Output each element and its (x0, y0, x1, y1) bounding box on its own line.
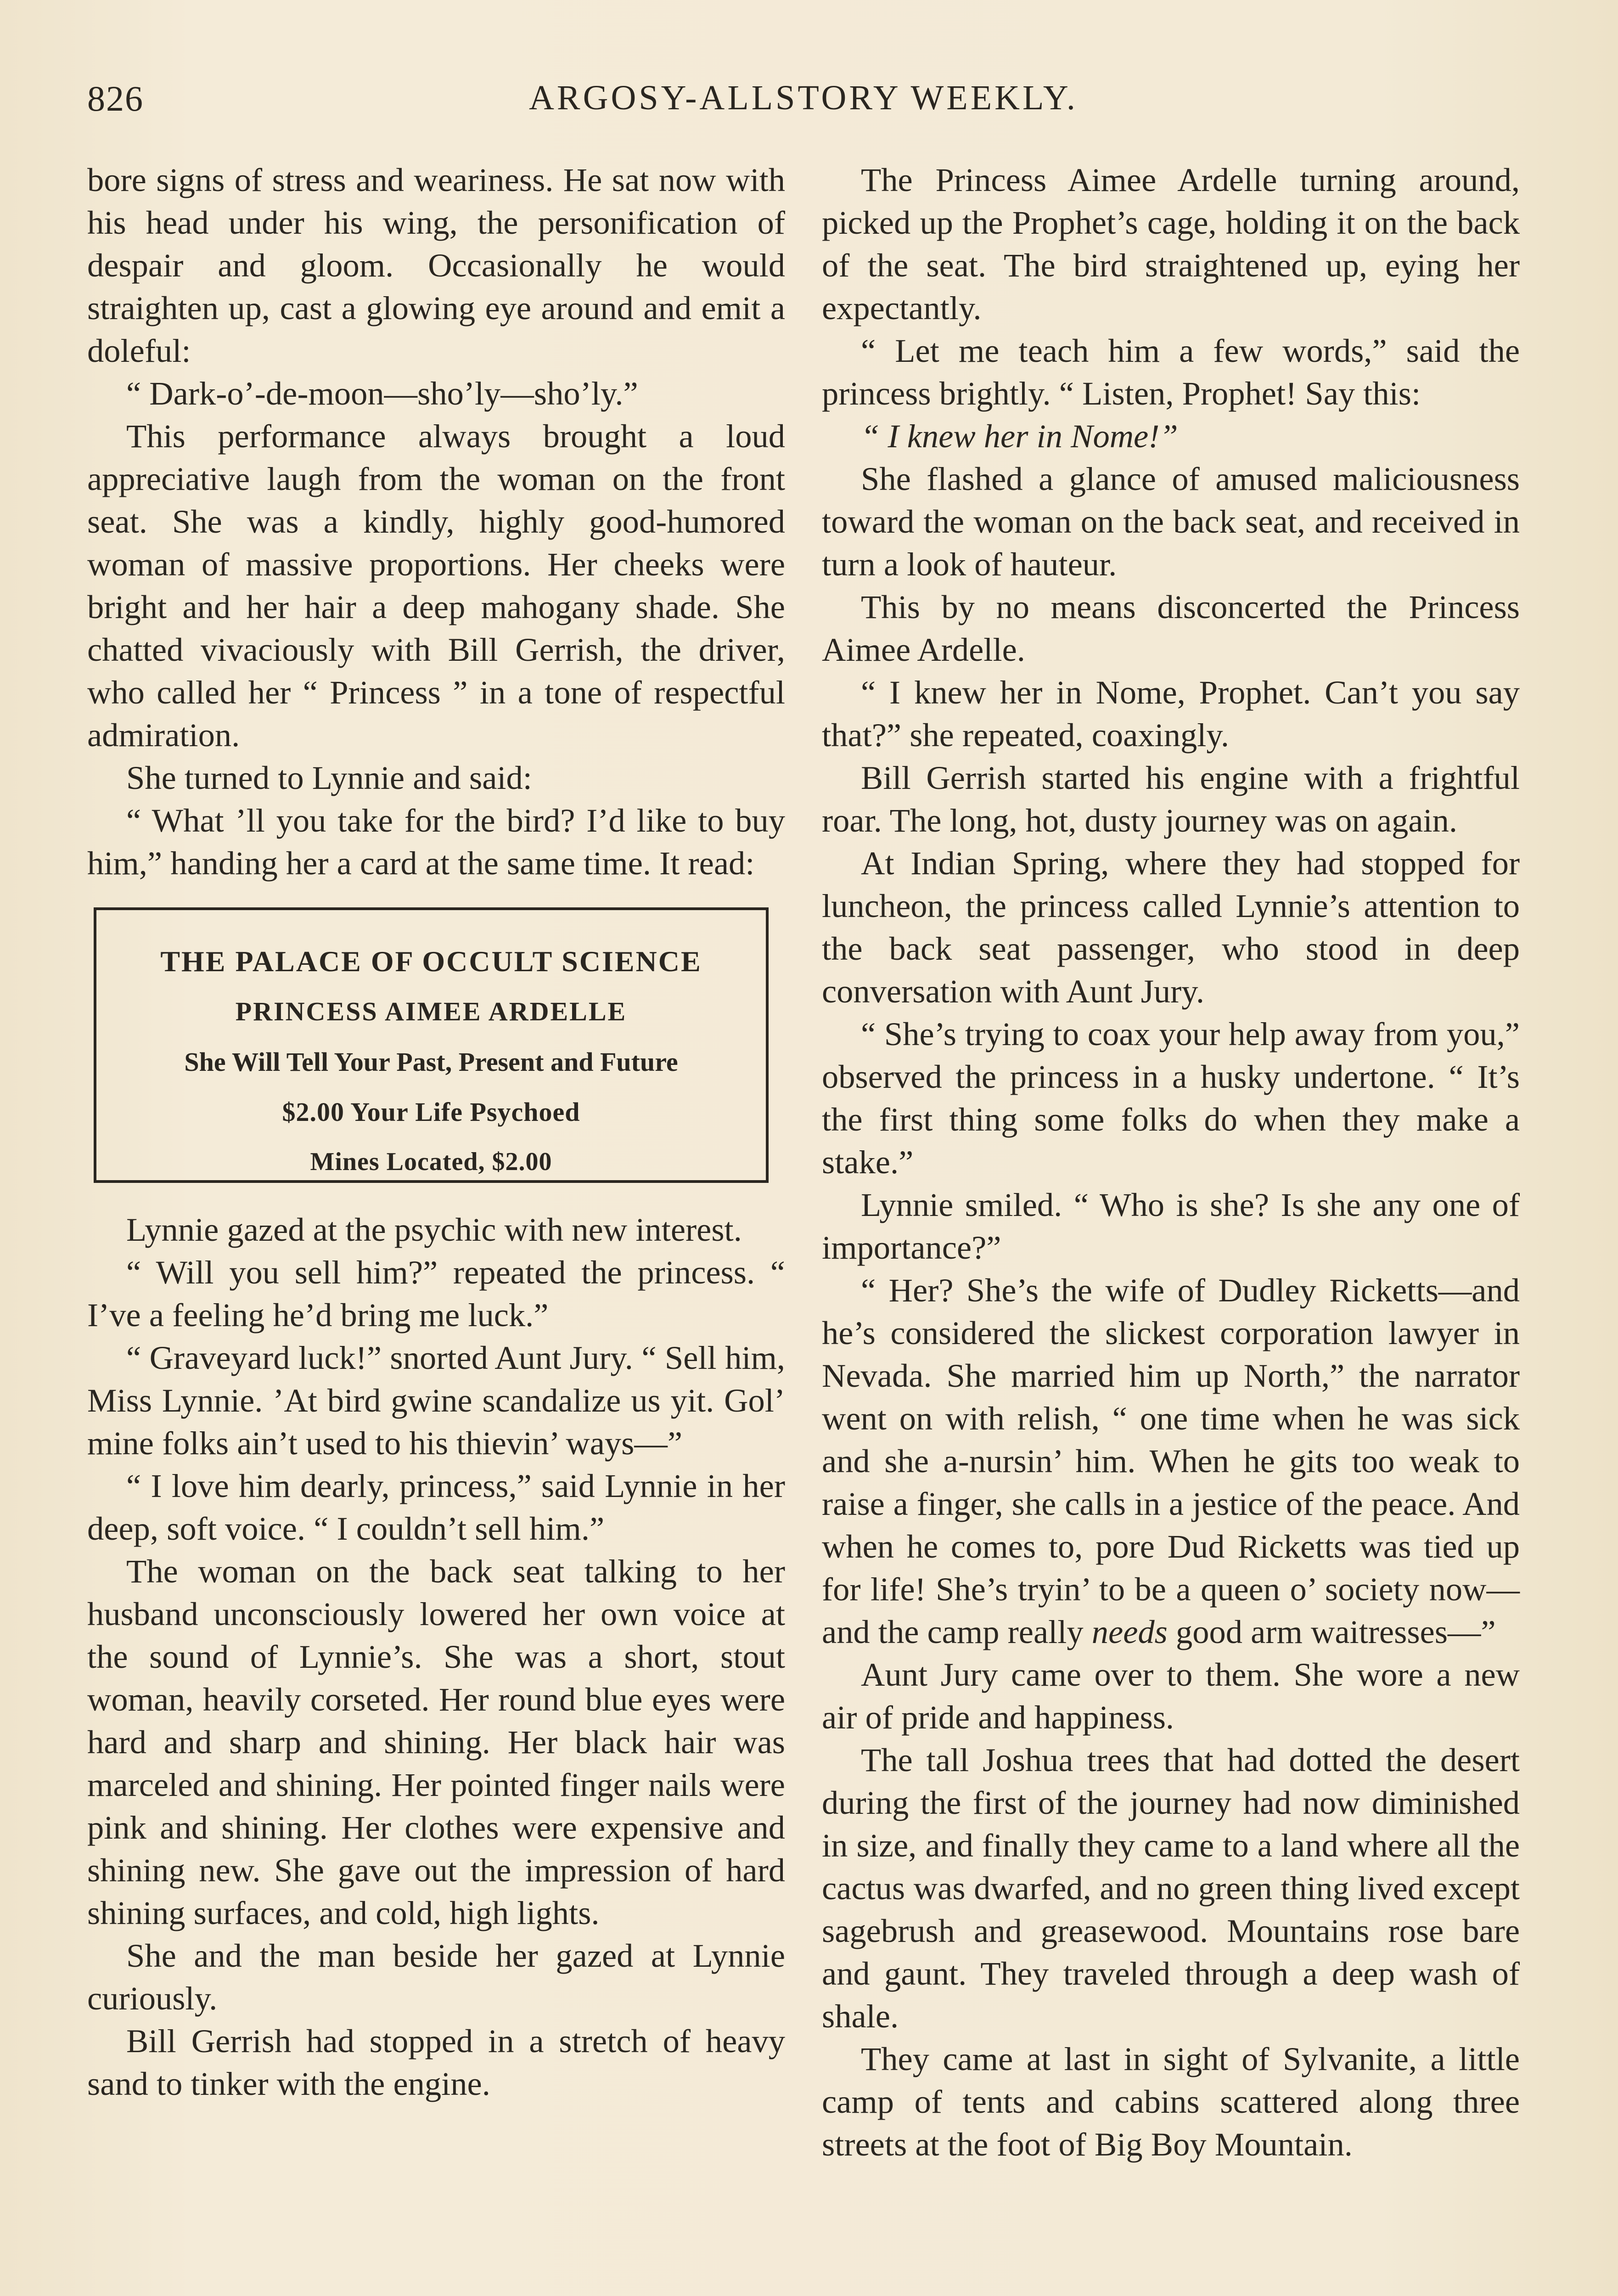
paragraph: “ Graveyard luck!” snorted Aunt Jury. “ Sell him, Miss Lynnie. ’At bird gwine scandalize us yit. Gol’ mine folks ain’t used to his thievin’ ways—” (87, 1339, 785, 1462)
right-column (822, 158, 1520, 2166)
page-number: 826 (87, 79, 144, 118)
paragraph: Aunt Jury came over to them. She wore a new air of pride and happiness. (822, 1656, 1520, 1736)
page-header (87, 78, 1520, 129)
left-column (87, 158, 785, 2105)
paragraph: bore signs of stress and weariness. He sat now with his head under his wing, the personification of despair and gloom. Occasionally he would straighten up, cast a glowing eye around and emit a doleful: (87, 161, 785, 369)
paragraph: “ Let me teach him a few words,” said the princess brightly. “ Listen, Prophet! Say this: (822, 332, 1520, 412)
paragraph (822, 1269, 1520, 1653)
text-run: “ Her? She’s the wife of Dudley Ricketts—and he’s considered the slickest corporation lawyer in Nevada. She married him up North,” the narrator went on with relish, “ one time when he was sick and she a-nursin’ him. When he gits too weak to raise a finger, she calls in a jestice of the peace. And when he comes to, pore Dud Ricketts was tied up for life! She’s tryin’ to be a queen o’ society now—and the camp really (822, 1272, 1520, 1650)
card-name: PRINCESS AIMEE ARDELLE (235, 996, 627, 1026)
paragraph: Lynnie gazed at the psychic with new interest. (126, 1211, 742, 1248)
running-title: ARGOSY-ALLSTORY WEEKLY. (529, 79, 1078, 117)
paragraph: They came at last in sight of Sylvanite, a little camp of tents and cabins scattered along three streets at the foot of Big Boy Mountain. (822, 2040, 1520, 2163)
paragraph: The Princess Aimee Ardelle turning around, picked up the Prophet’s cage, holding it on the back of the seat. The bird straightened up, eying her expectantly. (822, 161, 1520, 326)
paragraph: “ Will you sell him?” repeated the princess. “ I’ve a feeling he’d bring me luck.” (87, 1254, 785, 1334)
paragraph: She and the man beside her gazed at Lynnie curiously. (87, 1937, 785, 2017)
paragraph: The tall Joshua trees that had dotted the desert during the first of the journey had now diminished in size, and finally they came to a land where all the cactus was dwarfed, and no green thing lived except sagebrush and greasewood. Mountains rose bare and gaunt. They traveled through a deep wash of shale. (822, 1741, 1520, 2035)
paragraph: This by no means disconcerted the Princess Aimee Ardelle. (822, 588, 1520, 668)
business-card (94, 907, 769, 1183)
paragraph: Bill Gerrish started his engine with a frightful roar. The long, hot, dusty journey was on again. (822, 759, 1520, 839)
paragraph: “ I knew her in Nome, Prophet. Can’t you say that?” she repeated, coaxingly. (822, 674, 1520, 754)
paragraph-italic: “ I knew her in Nome!” (861, 417, 1178, 455)
emphasis-needs: needs (1091, 1613, 1168, 1650)
paragraph: The woman on the back seat talking to her husband unconsciously lowered her own voice at the sound of Lynnie’s. She was a short, stout woman, heavily corseted. Her round blue eyes were hard and sharp and shining. Her black hair was marceled and shining. Her pointed finger nails were pink and shining. Her clothes were expensive and shining new. She gave out the impression of hard shining surfaces, and cold, high lights. (87, 1553, 785, 1931)
paragraph: She turned to Lynnie and said: (126, 759, 532, 796)
card-price-psychoed: $2.00 Your Life Psychoed (282, 1097, 580, 1127)
paragraph: She flashed a glance of amused maliciousness toward the woman on the back seat, and received in turn a look of hauteur. (822, 460, 1520, 583)
paragraph: “ Dark-o’-de-moon—sho’ly—sho’ly.” (126, 375, 638, 412)
card-title: THE PALACE OF OCCULT SCIENCE (160, 945, 702, 978)
paragraph: Lynnie smiled. “ Who is she? Is she any one of importance?” (822, 1186, 1520, 1266)
paragraph: “ She’s trying to coax your help away from you,” observed the princess in a husky undertone. “ It’s the first thing some folks do when they make a stake.” (822, 1015, 1520, 1181)
card-tagline: She Will Tell Your Past, Present and Future (184, 1047, 678, 1077)
paragraph: At Indian Spring, where they had stopped for luncheon, the princess called Lynnie’s attention to the back seat passenger, who stood in deep conversation with Aunt Jury. (822, 844, 1520, 1010)
paragraph: “ What ’ll you take for the bird? I’d like to buy him,” handing her a card at the same time. It read: (87, 802, 785, 882)
paragraph: Bill Gerrish had stopped in a stretch of heavy sand to tinker with the engine. (87, 2022, 785, 2102)
paragraph: “ I love him dearly, princess,” said Lynnie in her deep, soft voice. “ I couldn’t sell him.” (87, 1467, 785, 1547)
text-run: good arm waitresses—” (1167, 1613, 1496, 1650)
paragraph: This performance always brought a loud appreciative laugh from the woman on the front seat. She was a kindly, highly good-humored woman of massive proportions. Her cheeks were bright and her hair a deep mahogany shade. She chatted vivaciously with Bill Gerrish, the driver, who called her “ Princess ” in a tone of respectful admiration. (87, 417, 785, 754)
card-price-mines: Mines Located, $2.00 (310, 1148, 552, 1176)
